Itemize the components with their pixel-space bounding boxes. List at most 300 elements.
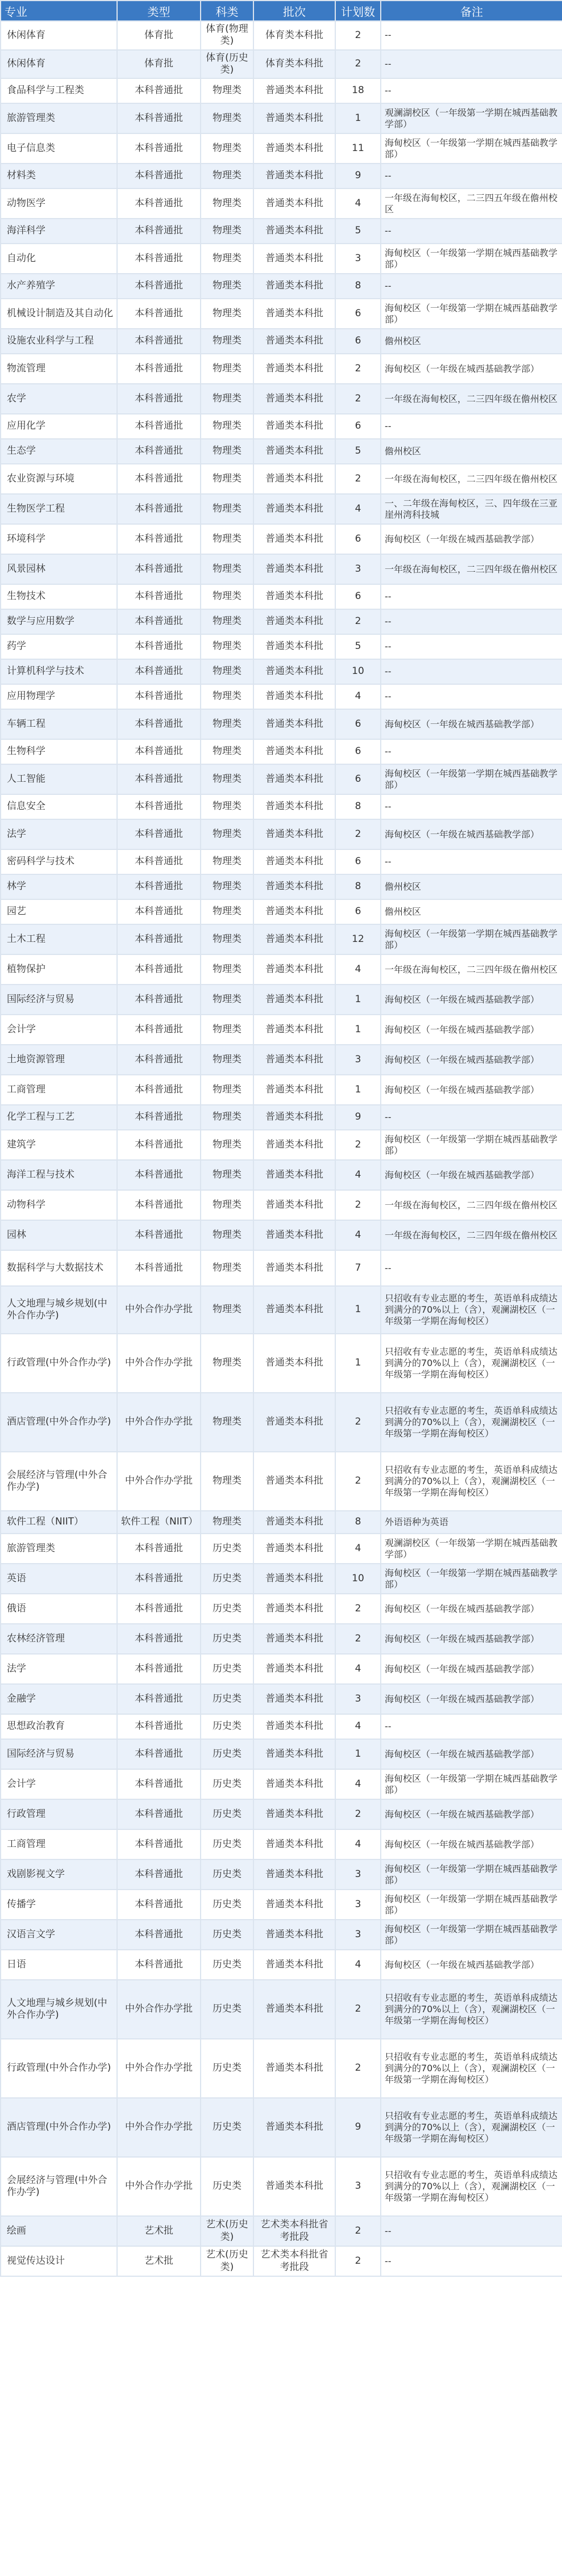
cell-subject: 物理类 <box>201 103 253 133</box>
table-row <box>1 1105 562 1130</box>
cell-batch: 普通类本科批 <box>253 954 335 985</box>
cell-subject: 艺术(历史类) <box>201 2216 253 2246</box>
cell-major: 俄语 <box>1 1594 117 1624</box>
cell-subject: 物理类 <box>201 1105 253 1130</box>
cell-major: 旅游管理类 <box>1 1534 117 1564</box>
cell-plan-count: 4 <box>335 1714 381 1739</box>
cell-type: 本科普通批 <box>117 384 201 414</box>
cell-plan-count: 2 <box>335 2246 381 2276</box>
cell-major: 水产养殖学 <box>1 274 117 299</box>
cell-plan-count: 11 <box>335 133 381 164</box>
cell-batch: 普通类本科批 <box>253 2098 335 2157</box>
cell-subject: 物理类 <box>201 384 253 414</box>
cell-notes: -- <box>381 609 562 634</box>
cell-type: 本科普通批 <box>117 1594 201 1624</box>
cell-type: 本科普通批 <box>117 1799 201 1829</box>
cell-subject: 历史类 <box>201 1564 253 1594</box>
cell-type: 本科普通批 <box>117 554 201 584</box>
cell-plan-count: 5 <box>335 219 381 244</box>
cell-subject: 物理类 <box>201 329 253 354</box>
cell-plan-count: 1 <box>335 1015 381 1045</box>
cell-major: 酒店管理(中外合作办学) <box>1 2098 117 2157</box>
cell-subject: 历史类 <box>201 1799 253 1829</box>
cell-subject: 历史类 <box>201 1534 253 1564</box>
cell-batch: 普通类本科批 <box>253 554 335 584</box>
cell-type: 本科普通批 <box>117 874 201 899</box>
cell-major: 行政管理(中外合作办学) <box>1 2039 117 2098</box>
cell-batch: 普通类本科批 <box>253 1160 335 1190</box>
cell-notes: 只招收有专业志愿的考生，英语单科成绩达到满分的70%以上（含），观澜湖校区（一年级第一学期在海甸校区） <box>381 2157 562 2216</box>
header-type: 类型 <box>117 1 201 21</box>
cell-plan-count: 2 <box>335 2216 381 2246</box>
cell-major: 密码科学与技术 <box>1 849 117 874</box>
table-row <box>1 414 562 439</box>
cell-notes: -- <box>381 684 562 709</box>
cell-major: 生态学 <box>1 439 117 464</box>
cell-major: 农林经济管理 <box>1 1624 117 1654</box>
cell-batch: 普通类本科批 <box>253 1250 335 1286</box>
cell-plan-count: 3 <box>335 1045 381 1075</box>
cell-major: 工商管理 <box>1 1829 117 1859</box>
cell-batch: 普通类本科批 <box>253 2039 335 2098</box>
cell-notes: 只招收有专业志愿的考生，英语单科成绩达到满分的70%以上（含），观澜湖校区（一年级第一学期在海甸校区） <box>381 2098 562 2157</box>
cell-major: 动物医学 <box>1 189 117 219</box>
cell-notes: 海甸校区（一年级在城西基础教学部） <box>381 1045 562 1075</box>
cell-notes: 一年级在海甸校区，二三四年级在儋州校区 <box>381 1190 562 1220</box>
cell-type: 软件工程（NIIT） <box>117 1511 201 1534</box>
cell-subject: 物理类 <box>201 439 253 464</box>
table-row <box>1 1220 562 1250</box>
cell-type: 本科普通批 <box>117 1684 201 1714</box>
cell-subject: 历史类 <box>201 1890 253 1920</box>
cell-subject: 物理类 <box>201 1393 253 1452</box>
table-body <box>1 21 562 2276</box>
table-row <box>1 2246 562 2276</box>
table-row <box>1 50 562 79</box>
cell-notes: 一年级在海甸校区，二三四年级在儋州校区 <box>381 554 562 584</box>
table-row <box>1 21 562 50</box>
cell-subject: 物理类 <box>201 244 253 274</box>
cell-batch: 普通类本科批 <box>253 1769 335 1799</box>
cell-batch: 体育类本科批 <box>253 50 335 79</box>
cell-type: 本科普通批 <box>117 709 201 739</box>
cell-major: 动物科学 <box>1 1190 117 1220</box>
cell-type: 本科普通批 <box>117 1075 201 1105</box>
cell-batch: 普通类本科批 <box>253 1564 335 1594</box>
cell-subject: 物理类 <box>201 709 253 739</box>
cell-notes: 海甸校区（一年级第一学期在城西基础教学部） <box>381 1920 562 1950</box>
cell-notes: 海甸校区（一年级第一学期在城西基础教学部） <box>381 133 562 164</box>
cell-plan-count: 1 <box>335 1075 381 1105</box>
cell-batch: 普通类本科批 <box>253 1714 335 1739</box>
cell-subject: 历史类 <box>201 1829 253 1859</box>
cell-batch: 普通类本科批 <box>253 1334 335 1393</box>
cell-notes: 海甸校区（一年级在城西基础教学部） <box>381 1799 562 1829</box>
header-plan-count: 计划数 <box>335 1 381 21</box>
cell-major: 视觉传达设计 <box>1 2246 117 2276</box>
table-row <box>1 384 562 414</box>
cell-type: 本科普通批 <box>117 659 201 684</box>
cell-notes: 海甸校区（一年级第一学期在城西基础教学部） <box>381 299 562 329</box>
cell-plan-count: 3 <box>335 1684 381 1714</box>
cell-batch: 普通类本科批 <box>253 634 335 659</box>
cell-plan-count: 1 <box>335 1334 381 1393</box>
cell-plan-count: 2 <box>335 1452 381 1511</box>
cell-major: 信息安全 <box>1 794 117 819</box>
cell-subject: 物理类 <box>201 1130 253 1160</box>
cell-type: 中外合作办学批 <box>117 1980 201 2039</box>
cell-type: 本科普通批 <box>117 794 201 819</box>
cell-plan-count: 1 <box>335 103 381 133</box>
cell-major: 人文地理与城乡规划(中外合作办学) <box>1 1286 117 1334</box>
cell-batch: 普通类本科批 <box>253 164 335 189</box>
header-major: 专业 <box>1 1 117 21</box>
cell-notes: 海甸校区（一年级在城西基础教学部） <box>381 819 562 849</box>
cell-notes: 海甸校区（一年级第一学期在城西基础教学部） <box>381 1130 562 1160</box>
cell-type: 本科普通批 <box>117 819 201 849</box>
cell-type: 本科普通批 <box>117 1250 201 1286</box>
cell-plan-count: 2 <box>335 464 381 494</box>
header-subject: 科类 <box>201 1 253 21</box>
table-row <box>1 1452 562 1511</box>
table-row <box>1 2157 562 2216</box>
cell-subject: 历史类 <box>201 1654 253 1684</box>
cell-major: 会计学 <box>1 1015 117 1045</box>
cell-subject: 物理类 <box>201 954 253 985</box>
cell-notes: 儋州校区 <box>381 329 562 354</box>
cell-notes: -- <box>381 1105 562 1130</box>
cell-plan-count: 1 <box>335 1739 381 1769</box>
cell-plan-count: 3 <box>335 1859 381 1890</box>
cell-batch: 普通类本科批 <box>253 78 335 103</box>
cell-major: 会展经济与管理(中外合作办学) <box>1 1452 117 1511</box>
cell-major: 机械设计制造及其自动化 <box>1 299 117 329</box>
cell-type: 中外合作办学批 <box>117 2098 201 2157</box>
cell-type: 本科普通批 <box>117 584 201 609</box>
table-row <box>1 634 562 659</box>
cell-plan-count: 9 <box>335 164 381 189</box>
cell-batch: 普通类本科批 <box>253 189 335 219</box>
cell-plan-count: 2 <box>335 1799 381 1829</box>
cell-notes: 外语语种为英语 <box>381 1511 562 1534</box>
table-row <box>1 1564 562 1594</box>
cell-batch: 普通类本科批 <box>253 133 335 164</box>
cell-plan-count: 2 <box>335 1393 381 1452</box>
cell-subject: 物理类 <box>201 584 253 609</box>
table-row <box>1 1714 562 1739</box>
cell-subject: 物理类 <box>201 414 253 439</box>
cell-plan-count: 8 <box>335 874 381 899</box>
cell-batch: 普通类本科批 <box>253 494 335 524</box>
cell-notes: 海甸校区（一年级第一学期在城西基础教学部） <box>381 764 562 794</box>
cell-major: 法学 <box>1 1654 117 1684</box>
cell-subject: 物理类 <box>201 1160 253 1190</box>
cell-type: 本科普通批 <box>117 684 201 709</box>
cell-batch: 普通类本科批 <box>253 739 335 764</box>
cell-subject: 物理类 <box>201 133 253 164</box>
cell-major: 法学 <box>1 819 117 849</box>
cell-major: 数学与应用数学 <box>1 609 117 634</box>
cell-type: 本科普通批 <box>117 1534 201 1564</box>
table-row <box>1 439 562 464</box>
cell-batch: 普通类本科批 <box>253 764 335 794</box>
table-row <box>1 133 562 164</box>
cell-batch: 普通类本科批 <box>253 1075 335 1105</box>
cell-type: 本科普通批 <box>117 899 201 924</box>
cell-notes: 只招收有专业志愿的考生，英语单科成绩达到满分的70%以上（含），观澜湖校区（一年级第一学期在海甸校区） <box>381 1286 562 1334</box>
table-row <box>1 329 562 354</box>
cell-batch: 普通类本科批 <box>253 609 335 634</box>
cell-notes: -- <box>381 164 562 189</box>
cell-batch: 普通类本科批 <box>253 709 335 739</box>
cell-batch: 普通类本科批 <box>253 414 335 439</box>
cell-subject: 物理类 <box>201 1220 253 1250</box>
cell-plan-count: 8 <box>335 274 381 299</box>
cell-subject: 物理类 <box>201 819 253 849</box>
cell-type: 本科普通批 <box>117 1015 201 1045</box>
cell-batch: 普通类本科批 <box>253 899 335 924</box>
cell-major: 工商管理 <box>1 1075 117 1105</box>
header-batch: 批次 <box>253 1 335 21</box>
table-row <box>1 1511 562 1534</box>
cell-plan-count: 4 <box>335 1950 381 1980</box>
cell-subject: 历史类 <box>201 1859 253 1890</box>
cell-type: 体育批 <box>117 21 201 50</box>
cell-batch: 普通类本科批 <box>253 1739 335 1769</box>
cell-notes: -- <box>381 2216 562 2246</box>
cell-type: 本科普通批 <box>117 764 201 794</box>
cell-type: 本科普通批 <box>117 1130 201 1160</box>
cell-type: 本科普通批 <box>117 1769 201 1799</box>
cell-major: 思想政治教育 <box>1 1714 117 1739</box>
cell-plan-count: 4 <box>335 1160 381 1190</box>
cell-plan-count: 2 <box>335 1130 381 1160</box>
cell-subject: 体育(历史类) <box>201 50 253 79</box>
cell-batch: 普通类本科批 <box>253 1105 335 1130</box>
table-row <box>1 584 562 609</box>
cell-major: 数据科学与大数据技术 <box>1 1250 117 1286</box>
cell-plan-count: 1 <box>335 1286 381 1334</box>
cell-notes: 观澜湖校区（一年级第一学期在城西基础教学部） <box>381 103 562 133</box>
cell-notes: -- <box>381 1714 562 1739</box>
cell-major: 园艺 <box>1 899 117 924</box>
cell-major: 金融学 <box>1 1684 117 1714</box>
cell-subject: 物理类 <box>201 219 253 244</box>
cell-subject: 物理类 <box>201 164 253 189</box>
table-row <box>1 1920 562 1950</box>
cell-batch: 普通类本科批 <box>253 329 335 354</box>
table-row <box>1 494 562 524</box>
cell-batch: 普通类本科批 <box>253 1950 335 1980</box>
cell-major: 人工智能 <box>1 764 117 794</box>
cell-notes: 海甸校区（一年级第一学期在城西基础教学部） <box>381 244 562 274</box>
cell-major: 农学 <box>1 384 117 414</box>
cell-plan-count: 6 <box>335 414 381 439</box>
table-row <box>1 1393 562 1452</box>
cell-notes: -- <box>381 2246 562 2276</box>
cell-batch: 普通类本科批 <box>253 1980 335 2039</box>
cell-major: 药学 <box>1 634 117 659</box>
cell-type: 本科普通批 <box>117 1190 201 1220</box>
cell-batch: 普通类本科批 <box>253 684 335 709</box>
cell-major: 电子信息类 <box>1 133 117 164</box>
table-row <box>1 1334 562 1393</box>
cell-plan-count: 6 <box>335 299 381 329</box>
table-row <box>1 1190 562 1220</box>
table-row <box>1 1980 562 2039</box>
cell-plan-count: 2 <box>335 21 381 50</box>
cell-notes: 儋州校区 <box>381 874 562 899</box>
cell-major: 应用物理学 <box>1 684 117 709</box>
cell-batch: 普通类本科批 <box>253 1654 335 1684</box>
cell-notes: 海甸校区（一年级第一学期在城西基础教学部） <box>381 1769 562 1799</box>
cell-type: 本科普通批 <box>117 1045 201 1075</box>
cell-batch: 普通类本科批 <box>253 384 335 414</box>
cell-major: 软件工程（NIIT） <box>1 1511 117 1534</box>
cell-batch: 普通类本科批 <box>253 439 335 464</box>
table-row <box>1 819 562 849</box>
cell-batch: 普通类本科批 <box>253 1393 335 1452</box>
cell-type: 中外合作办学批 <box>117 2039 201 2098</box>
cell-major: 化学工程与工艺 <box>1 1105 117 1130</box>
cell-batch: 普通类本科批 <box>253 2157 335 2216</box>
cell-plan-count: 4 <box>335 1829 381 1859</box>
cell-plan-count: 4 <box>335 684 381 709</box>
cell-type: 本科普通批 <box>117 1105 201 1130</box>
cell-subject: 物理类 <box>201 1045 253 1075</box>
cell-major: 国际经济与贸易 <box>1 1739 117 1769</box>
cell-plan-count: 6 <box>335 739 381 764</box>
cell-major: 林学 <box>1 874 117 899</box>
cell-notes: 海甸校区（一年级第一学期在城西基础教学部） <box>381 1859 562 1890</box>
cell-major: 休闲体育 <box>1 21 117 50</box>
cell-plan-count: 6 <box>335 524 381 554</box>
cell-batch: 普通类本科批 <box>253 1286 335 1334</box>
cell-major: 园林 <box>1 1220 117 1250</box>
table-row <box>1 219 562 244</box>
cell-notes: 只招收有专业志愿的考生，英语单科成绩达到满分的70%以上（含），观澜湖校区（一年级第一学期在海甸校区） <box>381 1334 562 1393</box>
table-row <box>1 1739 562 1769</box>
table-row <box>1 2216 562 2246</box>
cell-plan-count: 4 <box>335 189 381 219</box>
cell-major: 国际经济与贸易 <box>1 985 117 1015</box>
cell-type: 本科普通批 <box>117 78 201 103</box>
cell-major: 设施农业科学与工程 <box>1 329 117 354</box>
cell-major: 车辆工程 <box>1 709 117 739</box>
cell-plan-count: 4 <box>335 954 381 985</box>
cell-plan-count: 6 <box>335 899 381 924</box>
cell-major: 食品科学与工程类 <box>1 78 117 103</box>
cell-batch: 普通类本科批 <box>253 103 335 133</box>
cell-notes: -- <box>381 50 562 79</box>
cell-notes: -- <box>381 739 562 764</box>
cell-notes: 一年级在海甸校区，二三四年级在儋州校区 <box>381 384 562 414</box>
cell-type: 中外合作办学批 <box>117 1393 201 1452</box>
cell-plan-count: 2 <box>335 2039 381 2098</box>
table-row <box>1 1045 562 1075</box>
cell-batch: 普通类本科批 <box>253 659 335 684</box>
cell-plan-count: 4 <box>335 1534 381 1564</box>
table-row <box>1 1130 562 1160</box>
cell-major: 旅游管理类 <box>1 103 117 133</box>
table-row <box>1 2039 562 2098</box>
cell-subject: 物理类 <box>201 899 253 924</box>
cell-plan-count: 3 <box>335 1920 381 1950</box>
cell-major: 农业资源与环境 <box>1 464 117 494</box>
cell-subject: 物理类 <box>201 299 253 329</box>
cell-major: 休闲体育 <box>1 50 117 79</box>
cell-type: 本科普通批 <box>117 464 201 494</box>
cell-subject: 物理类 <box>201 354 253 384</box>
cell-subject: 物理类 <box>201 78 253 103</box>
table-row <box>1 899 562 924</box>
cell-major: 风景园林 <box>1 554 117 584</box>
cell-batch: 普通类本科批 <box>253 274 335 299</box>
cell-batch: 普通类本科批 <box>253 1190 335 1220</box>
header-notes: 备注 <box>381 1 562 21</box>
cell-major: 人文地理与城乡规划(中外合作办学) <box>1 1980 117 2039</box>
cell-subject: 物理类 <box>201 524 253 554</box>
cell-major: 会展经济与管理(中外合作办学) <box>1 2157 117 2216</box>
cell-notes: 一年级在海甸校区，二三四年级在儋州校区 <box>381 464 562 494</box>
cell-major: 应用化学 <box>1 414 117 439</box>
cell-type: 本科普通批 <box>117 494 201 524</box>
cell-subject: 物理类 <box>201 1511 253 1534</box>
cell-notes: 海甸校区（一年级第一学期在城西基础教学部） <box>381 924 562 954</box>
cell-type: 中外合作办学批 <box>117 1286 201 1334</box>
cell-type: 本科普通批 <box>117 219 201 244</box>
table-row <box>1 464 562 494</box>
table-row <box>1 189 562 219</box>
cell-plan-count: 6 <box>335 764 381 794</box>
cell-type: 本科普通批 <box>117 439 201 464</box>
table-row <box>1 274 562 299</box>
cell-major: 材料类 <box>1 164 117 189</box>
cell-notes: -- <box>381 584 562 609</box>
table-row <box>1 1654 562 1684</box>
cell-plan-count: 6 <box>335 709 381 739</box>
table-row <box>1 874 562 899</box>
cell-type: 本科普通批 <box>117 244 201 274</box>
cell-plan-count: 5 <box>335 439 381 464</box>
cell-type: 本科普通批 <box>117 954 201 985</box>
table-row <box>1 1890 562 1920</box>
cell-notes: 只招收有专业志愿的考生，英语单科成绩达到满分的70%以上（含），观澜湖校区（一年级第一学期在海甸校区） <box>381 1393 562 1452</box>
cell-major: 计算机科学与技术 <box>1 659 117 684</box>
table-row <box>1 1950 562 1980</box>
cell-type: 本科普通批 <box>117 274 201 299</box>
cell-major: 会计学 <box>1 1769 117 1799</box>
cell-subject: 历史类 <box>201 1594 253 1624</box>
cell-subject: 物理类 <box>201 794 253 819</box>
table-header-row <box>1 1 562 21</box>
cell-major: 行政管理 <box>1 1799 117 1829</box>
cell-subject: 物理类 <box>201 764 253 794</box>
cell-subject: 物理类 <box>201 684 253 709</box>
cell-type: 本科普通批 <box>117 133 201 164</box>
cell-major: 日语 <box>1 1950 117 1980</box>
cell-type: 艺术批 <box>117 2246 201 2276</box>
cell-batch: 普通类本科批 <box>253 1452 335 1511</box>
cell-type: 本科普通批 <box>117 1564 201 1594</box>
cell-major: 土地资源管理 <box>1 1045 117 1075</box>
cell-type: 本科普通批 <box>117 1624 201 1654</box>
cell-batch: 普通类本科批 <box>253 1015 335 1045</box>
cell-subject: 物理类 <box>201 189 253 219</box>
cell-type: 本科普通批 <box>117 354 201 384</box>
cell-type: 本科普通批 <box>117 1220 201 1250</box>
cell-batch: 普通类本科批 <box>253 1890 335 1920</box>
